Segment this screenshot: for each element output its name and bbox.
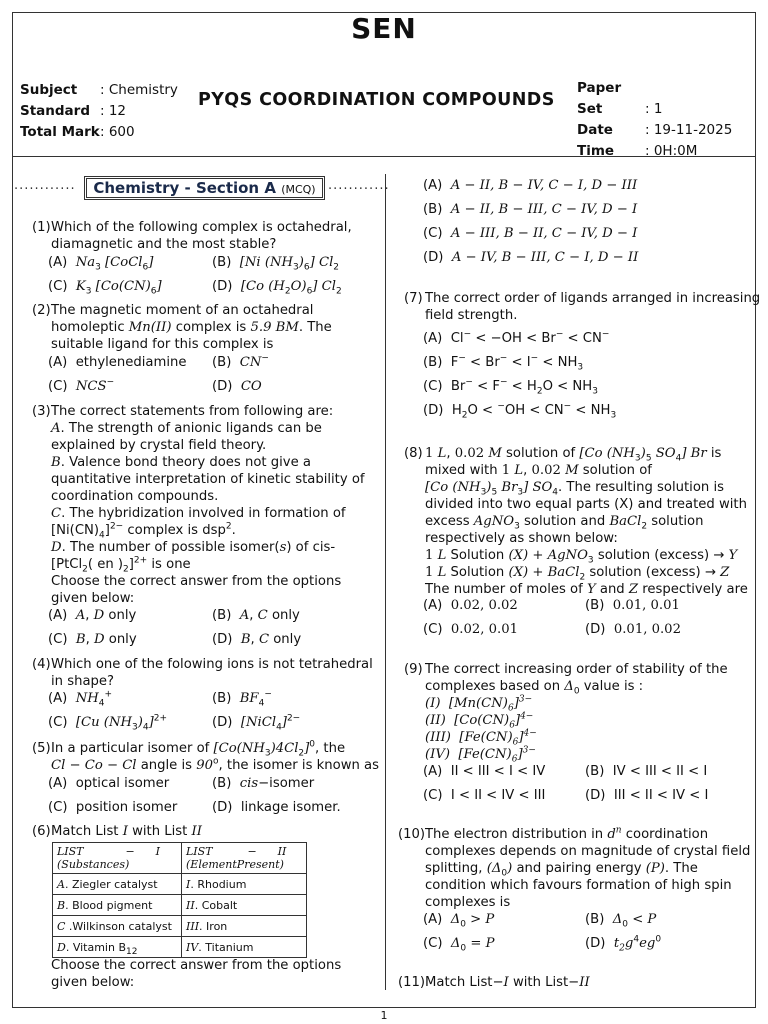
q1-option-c[interactable]: (C) $K_3$ $[Co(CN)_6]$ [48,279,162,297]
question-6-footer: Choose the correct answer from the options given below: [51,958,342,990]
table-row [53,843,307,874]
question-text: 1 L, 0.02 M solution of [Co $(NH_3)_5$ $SO_4$] Br is mixed with 1 L, 0.02 M solution of [Co $(NH_3)_5$ $Br_3$] $SO_4$. The resulting solution is divided into two equal parts (X) and treated with excess AgNO$_3$ solution and BaCl$_2$ solution respectively as shown below: 1 L Solution (X) + AgNO$_3$ solution (excess) → Y 1 L Solution (X) + BaCl$_2$ solution (excess) → Z The number of moles of Y and Z respectively are [425,446,748,597]
meta-left [20,80,178,143]
q5-option-b[interactable]: (B) cis−isomer [212,776,315,791]
question-number: (1) [32,220,51,235]
question-number: (10) [398,827,426,842]
section-title-box [84,176,325,200]
subject-label: Subject [20,82,78,98]
question-number: (11) [398,975,426,990]
q8-option-c[interactable]: (C) 0.02, 0.01 [423,622,519,637]
question-number: (5) [32,741,51,756]
q5-option-d[interactable]: (D) linkage isomer. [212,800,341,815]
table-cell: D. Vitamin $B_{12}$ [53,937,182,958]
table-row [53,874,307,895]
q1-option-a[interactable]: (A) $Na_3$ [CoCl$_6$] [48,255,154,273]
q8-option-a[interactable]: (A) 0.02, 0.02 [423,598,518,613]
q8-option-b[interactable]: (B) 0.01, 0.01 [585,598,680,613]
question-number: (4) [32,657,51,672]
q4-option-d[interactable]: (D) [NiCl$_4$]$^{2-}$ [212,713,301,733]
table-cell: I. Rhodium [182,874,307,895]
table-cell: II. Cobalt [182,895,307,916]
question-number: (9) [404,662,423,677]
question-text: Match List I with List II [51,824,202,839]
section-title: Chemistry - Section A [93,179,276,197]
q2-option-b[interactable]: (B) CN− [212,353,269,370]
date-label: Date [577,122,613,138]
standard-label: Standard [20,103,90,119]
subject-value: : Chemistry [100,82,178,98]
column-divider [385,174,386,990]
meta-right [577,78,732,162]
q4-option-b[interactable]: (B) $BF_4^-$ [212,689,272,709]
q7-option-a[interactable]: (A) Cl− < −OH < Br− < CN− [423,329,610,346]
time-value: : 0H:0M [645,143,698,159]
page-number: 1 [380,1009,388,1022]
table-row [53,916,307,937]
question-text: In a particular isomer of $[Co(NH_3)4Cl_2]^0$, the Cl − Co − Cl angle is 90$^o$, the isomer is known as [51,739,379,773]
date-value: : 19-11-2025 [645,122,733,138]
question-number: (8) [404,446,423,461]
q10-option-c[interactable]: (C) $\Delta_0 = P$ [423,936,495,954]
question-number: (3) [32,404,51,419]
question-number: (7) [404,291,423,306]
q6-option-c[interactable]: (C) A − III, B − II, C − IV, D − I [423,226,638,241]
brand-title: SEN [351,12,417,45]
question-number: (2) [32,303,51,318]
q7-option-d[interactable]: (D) $H_2O < ^-OH < CN^- < NH_3$ [423,401,617,421]
q3-option-a[interactable]: (A) A, D only [48,608,137,623]
q4-option-a[interactable]: (A) $NH_4^+$ [48,689,113,709]
time-label: Time [577,143,615,159]
table-row [53,937,307,958]
q1-option-d[interactable]: (D) [Co $(H_2O)_6$] $Cl_2$ [212,279,342,297]
standard-value: : 12 [100,103,127,119]
q2-option-a[interactable]: (A) ethylenediamine [48,355,187,370]
table-row [53,895,307,916]
q9-option-d[interactable]: (D) III < II < IV < I [585,788,709,803]
paper-set-label: Paper Set [577,80,622,117]
table-cell: B. Blood pigment [53,895,182,916]
q9-option-c[interactable]: (C) I < II < IV < III [423,788,546,803]
q9-option-a[interactable]: (A) II < III < I < IV [423,764,546,779]
question-text: The magnetic moment of an octahedral homoleptic Mn(II) complex is 5.9 BM. The suitable ligand for this complex is [51,303,332,352]
q2-option-d[interactable]: (D) CO [212,379,262,394]
question-text: Which of the following complex is octahedral, diamagnetic and the most stable? [51,220,352,252]
question-text: The correct statements from following are: A. The strength of anionic ligands can be explained by crystal field theory. B. Valence bond theory does not give a quantitative interpretation of kinetic stability of coordination compounds. C. The hybridization involved in formation of $[Ni(CN)_4]^{2-}$ complex is dsp$^2$. D. The number of possible isomer(s) of cis- [PtCl$_2$( en )$_2]^{2+}$ is one Choose the correct answer from the options given below: [51,404,365,606]
match-table [52,842,307,958]
q4-option-c[interactable]: (C) [Cu $(NH_3)_4]^{2+}$ [48,713,168,733]
q7-option-b[interactable]: (B) $F^- < Br^- < I^- < NH_3$ [423,353,584,373]
q3-option-c[interactable]: (C) B, D only [48,632,137,647]
q3-option-b[interactable]: (B) A, C only [212,608,300,623]
q10-option-d[interactable]: (D) $t_2g^4eg^0$ [585,934,662,954]
question-text: Match List−I with List−II [425,975,590,990]
q10-option-b[interactable]: (B) $\Delta_0 < P$ [585,912,657,930]
table-cell: IV. Titanium [182,937,307,958]
question-text: The correct increasing order of stability of the complexes based on $\Delta_0$ value is : (I) $[Mn(CN)_6]^{3-}$ (II) $[Co(CN)_6]^{4-}$ (III) $[Fe(CN)_6]^{4-}$ (IV) $[Fe(CN)_6]^{3-}$ [425,662,728,765]
section-tag: (MCQ) [281,183,316,196]
q1-option-b[interactable]: (B) [Ni $(NH_3)_6$] $Cl_2$ [212,255,340,273]
question-text: The electron distribution in $d^n$ coordination complexes depends on magnitude of crystal field splitting, $(\Delta_0)$ and pairing energy (P). The condition which favours formation of high spin complexes is [425,825,751,910]
q6-option-a[interactable]: (A) A − II, B − IV, C − I, D − III [423,178,638,193]
question-text: The correct order of ligands arranged in increasing field strength. [425,291,761,323]
table-cell: LIST − II (ElementPresent) [182,843,307,874]
q5-option-a[interactable]: (A) optical isomer [48,776,170,791]
paper-title: PYQS COORDINATION COMPOUNDS [198,90,555,110]
q7-option-c[interactable]: (C) $Br^- < F^- < H_2O < NH_3$ [423,377,598,397]
q10-option-a[interactable]: (A) $\Delta_0 > P$ [423,912,495,930]
q9-option-b[interactable]: (B) IV < III < II < I [585,764,708,779]
total-mark-label: Total Mark [20,124,100,140]
section-header [14,176,390,200]
section-dots-right: ............ [328,178,390,193]
q3-option-d[interactable]: (D) B, C only [212,632,302,647]
question-text: Which one of the folowing ions is not tetrahedral in shape? [51,657,373,689]
q2-option-c[interactable]: (C) NCS− [48,377,115,394]
table-cell: LIST − I (Substances) [53,843,182,874]
paper-set-value: : 1 [645,101,663,117]
question-number: (6) [32,824,51,839]
q8-option-d[interactable]: (D) 0.01, 0.02 [585,622,681,637]
q6-option-d[interactable]: (D) A − IV, B − III, C − I, D − II [423,250,639,265]
table-cell: A. Ziegler catalyst [53,874,182,895]
q5-option-c[interactable]: (C) position isomer [48,800,178,815]
q6-option-b[interactable]: (B) A − II, B − III, C − IV, D − I [423,202,638,217]
table-cell: III. Iron [182,916,307,937]
section-dots-left: ............ [14,178,76,193]
total-mark-value: : 600 [100,124,135,140]
table-cell: C .Wilkinson catalyst [53,916,182,937]
header-divider [12,156,756,157]
